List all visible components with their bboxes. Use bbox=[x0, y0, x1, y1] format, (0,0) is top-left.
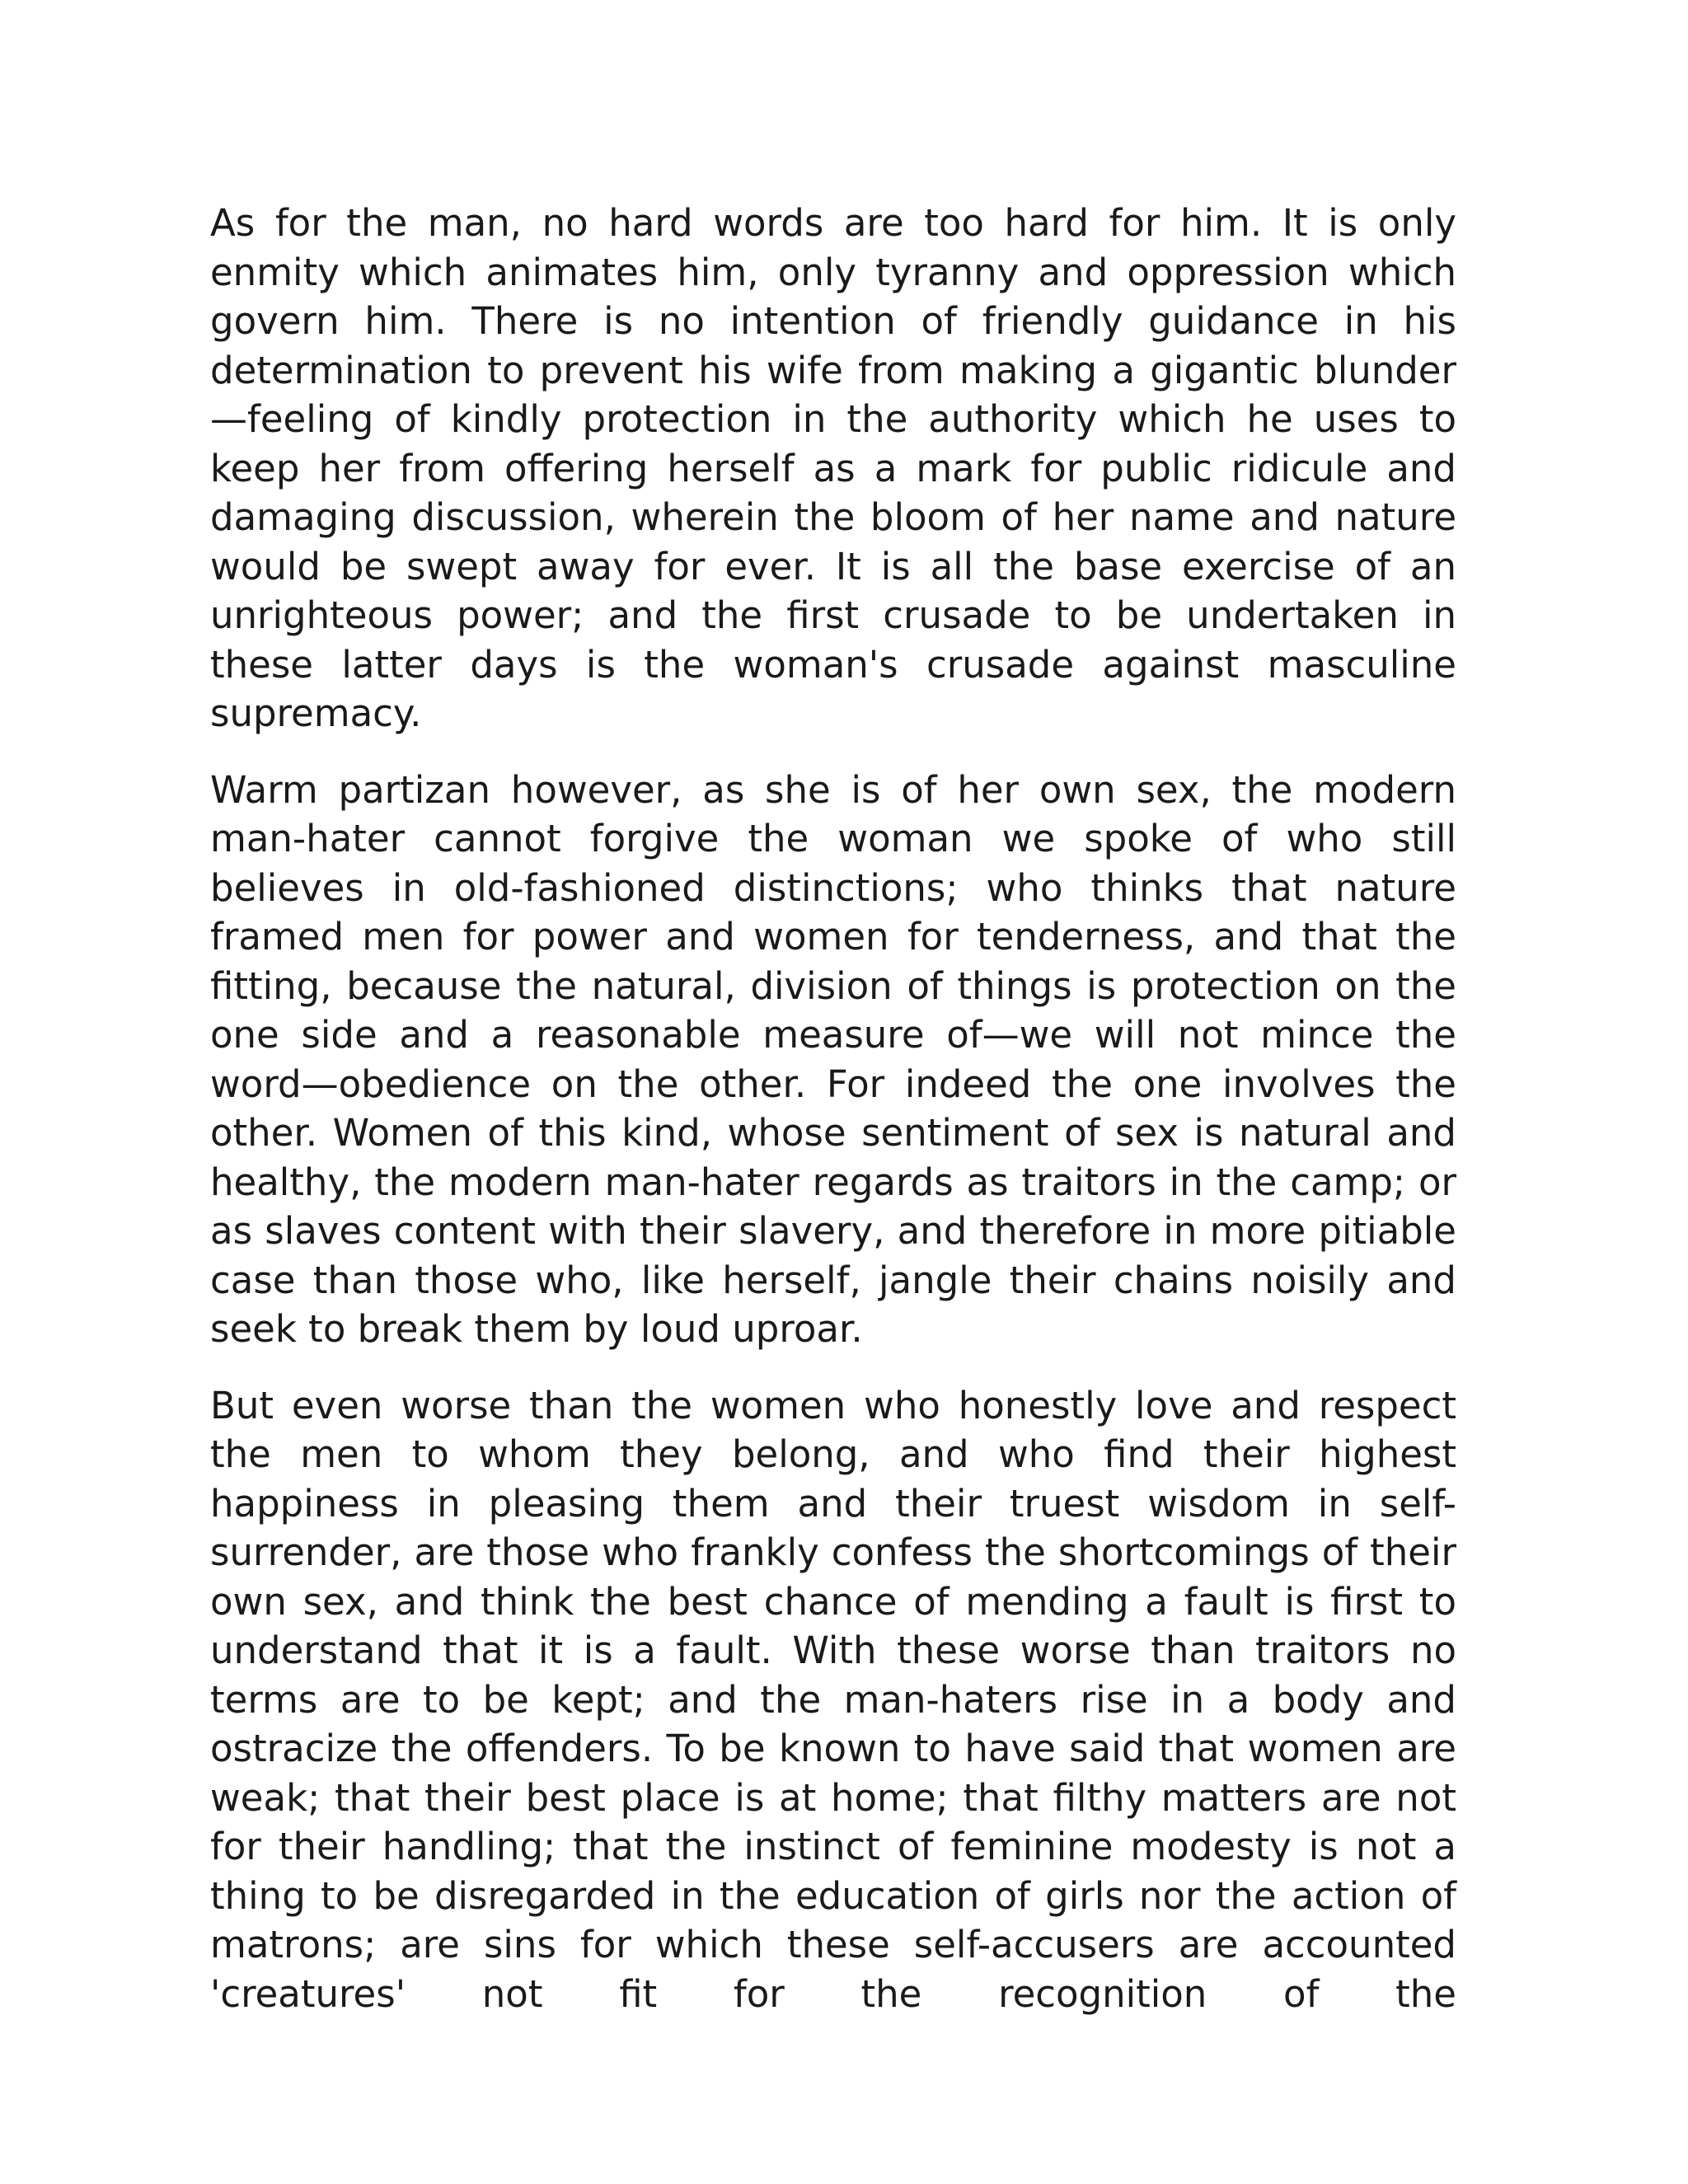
body-text bbox=[210, 199, 1456, 2018]
paragraph: As for the man, no hard words are too hard for him. It is only enmity which animates him, only tyranny and oppression which govern him. There is no intention of friendly guidance in his determination to prevent his wife from making a gigantic blunder—feeling of kindly protection in the authority which he uses to keep her from offering herself as a mark for public ridicule and damaging discussion, wherein the bloom of her name and nature would be swept away for ever. It is all the base exercise of an unrighteous power; and the first crusade to be undertaken in these latter days is the woman's crusade against masculine supremacy. bbox=[210, 201, 1456, 735]
paragraph: But even worse than the women who honestly love and respect the men to whom they belong, and who find their highest happiness in pleasing them and their truest wisdom in self-surrender, are those who frankly confess the shortcomings of their own sex, and think the best chance of mending a fault is first to understand that it is a fault. With these worse than traitors no terms are to be kept; and the man-haters rise in a body and ostracize the offenders. To be known to have said that women are weak; that their best place is at home; that filthy matters are not for their handling; that the instinct of feminine modesty is not a thing to be disregarded in the education of girls nor the action of matrons; are sins for which these self-accusers are accounted 'creatures' not fit for the recognition of the bbox=[210, 1383, 1456, 2016]
paragraph: Warm partizan however, as she is of her own sex, the modern man-hater cannot forgive the woman we spoke of who still believes in old-fashioned distinctions; who thinks that nature framed men for power and women for tenderness, and that the fitting, because the natural, division of things is protection on the one side and a reasonable measure of—we will not mince the word—obedience on the other. For indeed the one involves the other. Women of this kind, whose sentiment of sex is natural and healthy, the modern man-hater regards as traitors in the camp; or as slaves content with their slavery, and therefore in more pitiable case than those who, like herself, jangle their chains noisily and seek to break them by loud uproar. bbox=[210, 767, 1456, 1351]
